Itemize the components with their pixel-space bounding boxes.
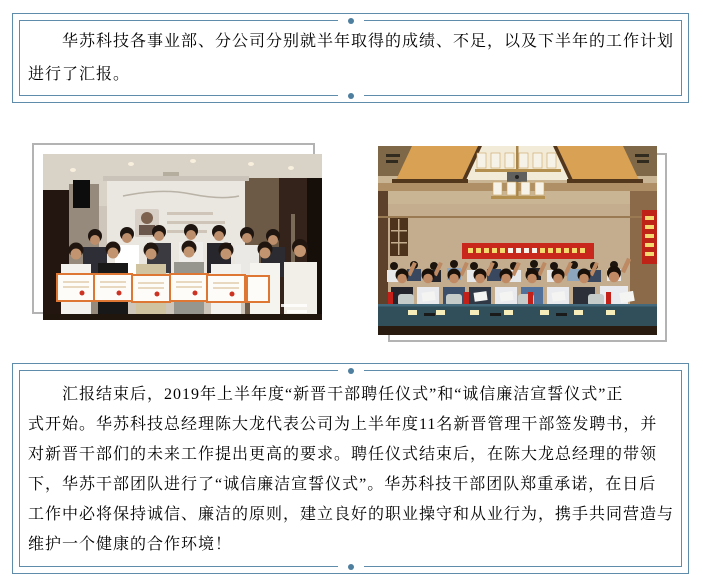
summary-paragraph — [28, 371, 673, 560]
photo-certificate-ceremony — [43, 154, 322, 320]
summary-text-box-inner-border — [19, 370, 682, 567]
side-banner — [642, 210, 657, 264]
paragraph-line: 工作中必将保持诚信、廉洁的原则，建立良好的职业操守和从业行为，携手共同营造与 — [28, 506, 675, 523]
red-banner — [462, 243, 594, 259]
intro-paragraph — [28, 21, 673, 91]
paragraph-line: 汇报结束后，2019年上半年度“新晋干部聘任仪式”和“诚信廉洁宣誓仪式”正 — [62, 386, 624, 403]
speaker — [73, 180, 90, 208]
paragraph-line: 对新晋干部们的未来工作提出更高的要求。聘任仪式结束后，在陈大龙总经理的带领 — [28, 446, 658, 463]
paragraph-line: 维护一个健康的合作环境！ — [28, 536, 233, 553]
border-node-bottom-icon — [338, 91, 364, 100]
border-node-bottom-icon — [338, 562, 364, 571]
summary-text-box — [12, 363, 689, 574]
paragraph-line: 下，华苏干部团队进行了“诚信廉洁宣誓仪式”。华苏科技干部团队郑重承诺，在日后 — [28, 476, 657, 493]
intro-text-box-inner-border — [19, 20, 682, 96]
paragraph-line: 华苏科技各事业部、分公司分别就半年取得的成绩、不足，以及下半年的工作计划 — [62, 33, 675, 50]
photo-oath-ceremony — [378, 146, 657, 335]
floor — [43, 314, 322, 320]
paragraph-line: 式开始。华苏科技总经理陈大龙代表公司为上半年度11名新晋管理干部签发聘书，并 — [28, 416, 658, 433]
intro-text-box — [12, 13, 689, 103]
floor — [378, 326, 657, 335]
certificates — [57, 274, 269, 302]
paragraph-line: 进行了汇报。 — [28, 66, 131, 83]
